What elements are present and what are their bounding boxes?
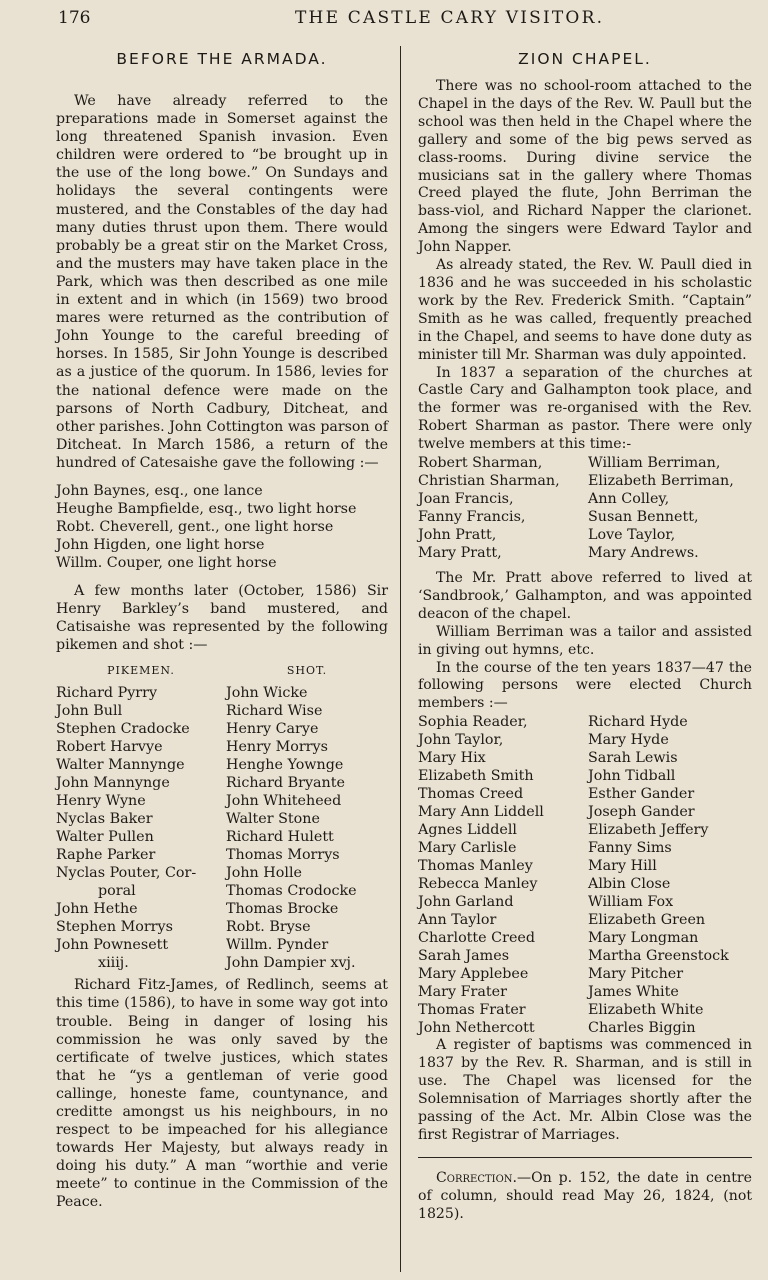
horse-entry: Robt. Cheverell, gent., one light horse <box>56 518 334 535</box>
elected-entry: Mary Frater <box>418 984 507 1001</box>
armada-paragraph-2: A few months later (October, 1586) Sir Henry Barkley’s band mustered, and Catisaishe was represented by the following pikemen and shot :— <box>56 582 388 654</box>
elected-entry: Martha Greenstock <box>588 948 729 965</box>
shot-header: SHOT. <box>286 664 328 678</box>
horse-entry: Willm. Couper, one light horse <box>56 554 277 571</box>
pikemen-shot-table <box>56 662 388 972</box>
member-entry: Christian Sharman, <box>418 473 560 490</box>
pikeman-entry: Walter Mannynge <box>56 757 185 774</box>
elected-entry: Thomas Manley <box>418 858 533 875</box>
correction-label: Correction. <box>436 1169 518 1186</box>
pikeman-entry: Raphe Parker <box>56 847 156 864</box>
pikeman-entry: Stephen Morrys <box>56 919 173 936</box>
elected-list-b <box>588 713 750 1037</box>
zion-paragraph-6: In the course of the ten years 1837—47 the following persons were elected Church members :— <box>418 659 752 712</box>
pikeman-entry: Nyclas Pouter, Cor- <box>56 865 197 882</box>
pikeman-entry: John Pownesett <box>56 937 169 954</box>
running-title: THE CASTLE CARY VISITOR. <box>295 8 605 28</box>
elected-entry: Elizabeth Smith <box>418 768 534 785</box>
elected-entry: Mary Hyde <box>588 732 669 749</box>
elected-table <box>418 713 752 1037</box>
pikeman-entry: xiiij. <box>98 955 129 972</box>
elected-entry: Mary Hill <box>588 858 657 875</box>
elected-entry: Mary Carlisle <box>418 840 517 857</box>
elected-entry: John Nethercott <box>418 1020 535 1037</box>
elected-entry: Sophia Reader, <box>418 714 528 731</box>
elected-entry: Rebecca Manley <box>418 876 538 893</box>
zion-paragraph-4: The Mr. Pratt above referred to lived at ‘Sandbrook,’ Galhampton, and was appointed deacon of the chapel. <box>418 570 752 622</box>
pikeman-entry: John Hethe <box>56 901 138 918</box>
shot-entry: Walter Stone <box>226 811 320 828</box>
zion-paragraph-7: A register of baptisms was commenced in 1837 by the Rev. R. Sharman, and is still in use. The Chapel was licensed for the Solemnisation of Marriages shortly after the passing of the Act. Mr. Albin Close was the first Registrar of Marriages. <box>418 1037 752 1143</box>
member-entry: Fanny Francis, <box>418 509 526 526</box>
member-entry: Love Taylor, <box>588 527 676 544</box>
shot-entry: Richard Bryante <box>226 775 345 792</box>
members-list-b <box>588 454 750 562</box>
shot-entry: Robt. Bryse <box>226 919 311 936</box>
shot-entry: Thomas Morrys <box>226 847 340 864</box>
pikeman-entry: poral <box>98 883 136 900</box>
left-column <box>56 50 388 1212</box>
page-header <box>40 6 748 34</box>
correction-note <box>418 1170 752 1224</box>
horse-entry: John Baynes, esq., one lance <box>56 482 263 499</box>
pikeman-entry: Richard Pyrry <box>56 685 158 702</box>
shot-entry: John Whiteheed <box>226 793 342 810</box>
armada-heading: BEFORE THE ARMADA. <box>116 50 328 68</box>
correction-text: —On p. 152, the date in centre of column, should read May 26, 1824, (not 1825). <box>418 1169 752 1222</box>
members-table <box>418 454 752 562</box>
member-entry: Ann Colley, <box>588 491 670 508</box>
elected-entry: Albin Close <box>588 876 671 893</box>
elected-entry: Mary Longman <box>588 930 699 947</box>
pikeman-entry: Stephen Cradocke <box>56 721 190 738</box>
shot-list <box>226 684 388 972</box>
member-entry: Joan Francis, <box>418 491 514 508</box>
zion-paragraph-3: In 1837 a separation of the churches at Castle Cary and Galhampton took place, and the former was re-organised with the Rev. Robert Sharman as pastor. There were only twelve members at this time:- <box>418 364 752 453</box>
elected-entry: William Fox <box>588 894 674 911</box>
elected-entry: Sarah Lewis <box>588 750 678 767</box>
pikemen-list <box>56 684 226 972</box>
elected-entry: Elizabeth Jeffery <box>588 822 709 839</box>
pikemen-header: PIKEMEN. <box>107 664 175 678</box>
horse-entry: John Higden, one light horse <box>56 536 265 553</box>
elected-entry: John Taylor, <box>418 732 504 749</box>
elected-entry: Elizabeth Green <box>588 912 706 929</box>
pikeman-entry: John Bull <box>56 703 123 720</box>
member-entry: Mary Andrews. <box>588 545 699 562</box>
elected-entry: Agnes Liddell <box>418 822 518 839</box>
elected-entry: Thomas Creed <box>418 786 524 803</box>
elected-entry: Mary Ann Liddell <box>418 804 544 821</box>
elected-entry: Charles Biggin <box>588 1020 696 1037</box>
correction-rule <box>418 1157 752 1158</box>
zion-paragraph-5: William Berriman was a tailor and assisted in giving out hymns, etc. <box>418 623 752 658</box>
elected-entry: John Garland <box>418 894 514 911</box>
elected-entry: Esther Gander <box>588 786 695 803</box>
elected-entry: Ann Taylor <box>418 912 497 929</box>
elected-list-a <box>418 713 588 1037</box>
armada-paragraph-1: We have already referred to the preparations made in Somerset against the long threatened Spanish invasion. Even children were ordered to “be brought up in the use of the long bowe.” On Sundays and holidays the several contingents were mustered, and the Constables of the day had many duties thrust upon them. There would probably be a great stir on the Market Cross, and the musters may have taken place in the Park, which was then described as one mile in extent and in which (in 1569) two brood mares were returned as the contribution of John Younge to the careful breeding of horses. In 1585, Sir John Younge is described as a justice of the quorum. In 1586, levies for the national defence were made on the parsons of North Cadbury, Ditcheat, and other parishes. John Cottington was parson of Ditcheat. In March 1586, a return of the hundred of Catesaishe gave the following :— <box>56 93 388 471</box>
member-entry: William Berriman, <box>588 455 721 472</box>
zion-paragraph-2: As already stated, the Rev. W. Paull died in 1836 and he was succeeded in his scholastic work by the Rev. Frederick Smith. “Captain” Smith as he was called, frequently preached in the Chapel, and seems to have done duty as minister till Mr. Sharman was duly appointed. <box>418 257 752 363</box>
elected-entry: Mary Pitcher <box>588 966 684 983</box>
elected-entry: Fanny Sims <box>588 840 672 857</box>
shot-entry: Henry Morrys <box>226 739 328 756</box>
member-entry: Elizabeth Berriman, <box>588 473 734 490</box>
zion-paragraph-1: There was no school-room attached to the Chapel in the days of the Rev. W. Paull but the school was then held in the Chapel where the gallery and some of the big pews served as class-rooms. During divine service the musicians sat in the gallery where Thomas Creed played the flute, John Berriman the bass-viol, and Richard Napper the clarionet. Among the singers were Edward Taylor and John Napper. <box>418 78 752 256</box>
elected-entry: Thomas Frater <box>418 1002 526 1019</box>
pikeman-entry: Nyclas Baker <box>56 811 153 828</box>
shot-entry: Richard Hulett <box>226 829 334 846</box>
column-divider <box>400 46 401 1272</box>
page-number: 176 <box>58 8 91 28</box>
members-list-a <box>418 454 588 562</box>
pikeman-entry: Henry Wyne <box>56 793 146 810</box>
shot-entry: Richard Wise <box>226 703 323 720</box>
elected-entry: Richard Hyde <box>588 714 688 731</box>
pikeman-entry: John Mannynge <box>56 775 170 792</box>
shot-entry: Willm. Pynder <box>226 937 329 954</box>
shot-entry: John Holle <box>226 865 302 882</box>
elected-entry: Sarah James <box>418 948 510 965</box>
shot-entry: Henry Carye <box>226 721 319 738</box>
right-column <box>418 50 752 1223</box>
shot-entry: Henghe Yownge <box>226 757 344 774</box>
member-entry: Mary Pratt, <box>418 545 502 562</box>
member-entry: Susan Bennett, <box>588 509 699 526</box>
elected-entry: Charlotte Creed <box>418 930 536 947</box>
elected-entry: John Tidball <box>588 768 676 785</box>
shot-entry: John Wicke <box>226 685 308 702</box>
elected-entry: Mary Applebee <box>418 966 529 983</box>
elected-entry: Mary Hix <box>418 750 486 767</box>
horse-list <box>56 482 388 572</box>
member-entry: John Pratt, <box>418 527 497 544</box>
armada-paragraph-3: Richard Fitz-James, of Redlinch, seems at this time (1586), to have in some way got into trouble. Being in danger of losing his commission he was only saved by the certificate of twelve justices, which states that he “ys a gentleman of verie good callinge, honeste fame, countynance, and creditte amongst us his neighbours, in no respect to be impeached for his allegiance towards Her Majesty, but always ready in doing his duty.” A man “worthie and verie meete” to continue in the Commission of the Peace. <box>56 977 388 1211</box>
pikeman-entry: Walter Pullen <box>56 829 154 846</box>
member-entry: Robert Sharman, <box>418 455 543 472</box>
elected-entry: Joseph Gander <box>588 804 695 821</box>
horse-entry: Heughe Bampfielde, esq., two light horse <box>56 500 357 517</box>
shot-entry: John Dampier xvj. <box>226 955 356 972</box>
shot-entry: Thomas Crodocke <box>226 883 357 900</box>
zion-heading: ZION CHAPEL. <box>518 50 652 68</box>
elected-entry: James White <box>588 984 679 1001</box>
shot-entry: Thomas Brocke <box>226 901 339 918</box>
pikeman-entry: Robert Harvye <box>56 739 163 756</box>
elected-entry: Elizabeth White <box>588 1002 704 1019</box>
